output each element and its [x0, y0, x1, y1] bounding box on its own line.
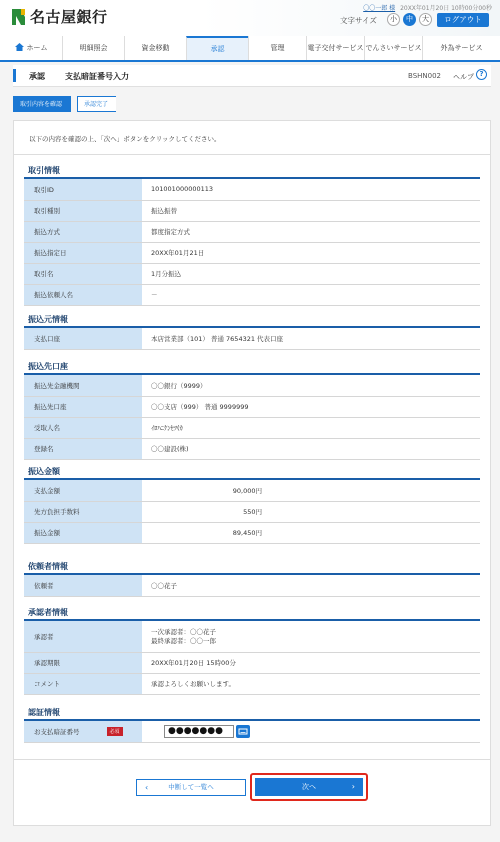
header: [0, 0, 500, 36]
table-row: [24, 375, 480, 396]
row-label: 振込指定日: [24, 242, 142, 263]
row-label: 取引ID: [24, 179, 142, 200]
step-indicator: [13, 96, 116, 112]
last-login-time: 20XX年01月20日 10時00分00秒: [400, 5, 492, 12]
row-filler: [270, 501, 480, 522]
first-approver: 一次承認者：〇〇花子: [151, 628, 216, 637]
nav-home[interactable]: [0, 36, 62, 60]
pin-label: お支払暗証番号: [34, 727, 80, 736]
row-label: 振込金額: [24, 522, 142, 543]
row-label: 振込先金融機関: [24, 375, 142, 396]
row-label: 取引種別: [24, 200, 142, 221]
section-title-destination: 振込先口座: [28, 362, 68, 371]
row-value: ｲﾛﾊﾆｹﾝｾﾂ(ｶ: [142, 417, 480, 438]
next-button-label: 次へ: [302, 783, 316, 791]
row-value: [142, 721, 480, 742]
row-value: 〇〇支店（999） 普通 9999999: [142, 396, 480, 417]
row-value: 〇〇銀行（9999）: [142, 375, 480, 396]
transaction-table: [24, 179, 480, 306]
screen-code: BSHN002: [408, 72, 441, 80]
table-row: [24, 652, 480, 673]
logout-button[interactable]: ログアウト: [437, 13, 489, 27]
row-value: 20XX年01月21日: [142, 242, 480, 263]
page-title: 支払暗証番号入力: [65, 72, 129, 81]
row-value: 〇〇建設(株): [142, 438, 480, 459]
page-title-bar: [13, 65, 491, 87]
table-row: [24, 396, 480, 417]
help-link[interactable]: ヘルプ: [453, 73, 474, 81]
chevron-left-icon: ‹: [145, 783, 149, 792]
row-value: 都度指定方式: [142, 221, 480, 242]
section-title-amount: 振込金額: [28, 467, 60, 476]
cancel-button-label: 中断して一覧へ: [168, 783, 214, 791]
row-value: 101001000000113: [142, 179, 480, 200]
row-label: コメント: [24, 673, 142, 694]
keyboard-icon: [236, 725, 250, 738]
chevron-right-icon: ›: [351, 782, 355, 791]
title-accent: [13, 69, 16, 82]
required-badge: 必須: [107, 727, 123, 736]
nav-approval[interactable]: 承認: [186, 36, 248, 60]
next-button[interactable]: [255, 778, 363, 796]
destination-table: [24, 375, 480, 460]
table-row: [24, 200, 480, 221]
font-size-large-button[interactable]: 大: [419, 13, 432, 26]
row-value: 〇〇花子: [142, 575, 480, 596]
nav-statements[interactable]: 明細照会: [62, 36, 124, 60]
bank-name: 名古屋銀行: [30, 8, 108, 26]
divider: [14, 154, 490, 155]
row-label: 支払金額: [24, 480, 142, 501]
font-size-label: 文字サイズ: [340, 16, 377, 25]
row-label: 振込先口座: [24, 396, 142, 417]
section-title-auth: 認証情報: [28, 708, 60, 717]
approver-table: [24, 621, 480, 695]
table-row: [24, 480, 480, 501]
source-table: [24, 328, 480, 350]
row-label: 振込方式: [24, 221, 142, 242]
section-title-source: 振込元情報: [28, 315, 68, 324]
pin-input[interactable]: ●●●●●●●: [164, 725, 234, 738]
help-icon[interactable]: ?: [476, 69, 487, 80]
table-row: [24, 438, 480, 459]
final-approver: 最終承認者：〇〇一郎: [151, 637, 216, 646]
section-title-approver: 承認者情報: [28, 608, 68, 617]
table-row: [24, 575, 480, 596]
table-row: [24, 179, 480, 200]
font-size-small-button[interactable]: 小: [387, 13, 400, 26]
row-filler: [270, 522, 480, 543]
row-label: 承認者: [24, 621, 142, 652]
row-value: －: [142, 284, 480, 305]
table-row: [24, 263, 480, 284]
section-title-requester: 依頼者情報: [28, 562, 68, 571]
row-value: 本店営業部（101） 普通 7654321 代表口座: [142, 328, 480, 349]
step-complete: 承認完了: [77, 96, 116, 112]
main-panel: [13, 120, 491, 826]
nav-fund-transfer[interactable]: 資金移動: [124, 36, 186, 60]
nav-e-delivery[interactable]: 電子交付サービス: [306, 36, 364, 60]
requester-table: [24, 575, 480, 597]
table-row: [24, 721, 480, 742]
row-label: 依頼者: [24, 575, 142, 596]
table-row: [24, 242, 480, 263]
table-row: [24, 328, 480, 349]
software-keyboard-button[interactable]: [236, 725, 250, 738]
row-value: 振込振替: [142, 200, 480, 221]
nav-admin[interactable]: 管理: [248, 36, 306, 60]
row-value: 550円: [142, 501, 270, 522]
amount-table: [24, 480, 480, 544]
step-confirm: 取引内容を確認: [13, 96, 71, 112]
table-row: [24, 221, 480, 242]
table-row: [24, 673, 480, 694]
page-category: 承認: [29, 72, 45, 81]
row-value: [142, 621, 480, 652]
row-label: 登録名: [24, 438, 142, 459]
row-value: 1月分振込: [142, 263, 480, 284]
row-label: 受取人名: [24, 417, 142, 438]
section-title-transaction: 取引情報: [28, 166, 60, 175]
font-size-medium-button[interactable]: 中: [403, 13, 416, 26]
row-label: 振込依頼人名: [24, 284, 142, 305]
row-label: 取引名: [24, 263, 142, 284]
table-row: [24, 522, 480, 543]
row-label: 先方負担手数料: [24, 501, 142, 522]
home-icon: [15, 43, 24, 51]
user-info: [363, 3, 492, 12]
row-label: 承認期限: [24, 652, 142, 673]
table-row: [24, 284, 480, 305]
table-row: [24, 417, 480, 438]
table-row: [24, 621, 480, 652]
row-label: 支払口座: [24, 328, 142, 349]
instruction-text: 以下の内容を確認の上、「次へ」ボタンをクリックしてください。: [29, 135, 221, 143]
user-name-link[interactable]: 〇〇一郎 様: [363, 5, 396, 12]
row-value: 20XX年01月20日 15時00分: [142, 652, 480, 673]
row-value: 89,450円: [142, 522, 270, 543]
row-filler: [270, 480, 480, 501]
auth-table: [24, 721, 480, 743]
nav-forex[interactable]: 外為サービス: [422, 36, 500, 60]
table-row: [24, 501, 480, 522]
row-value: 承認よろしくお願いします。: [142, 673, 480, 694]
divider: [14, 759, 490, 760]
global-nav: [0, 36, 500, 62]
row-value: 90,000円: [142, 480, 270, 501]
nav-densai[interactable]: でんさいサービス: [364, 36, 422, 60]
bank-logo-icon: [12, 9, 25, 25]
pin-input-wrap: [24, 725, 324, 738]
nav-home-label: ホーム: [26, 44, 48, 52]
next-button-highlight: [250, 773, 368, 801]
cancel-to-list-button[interactable]: [136, 779, 246, 796]
